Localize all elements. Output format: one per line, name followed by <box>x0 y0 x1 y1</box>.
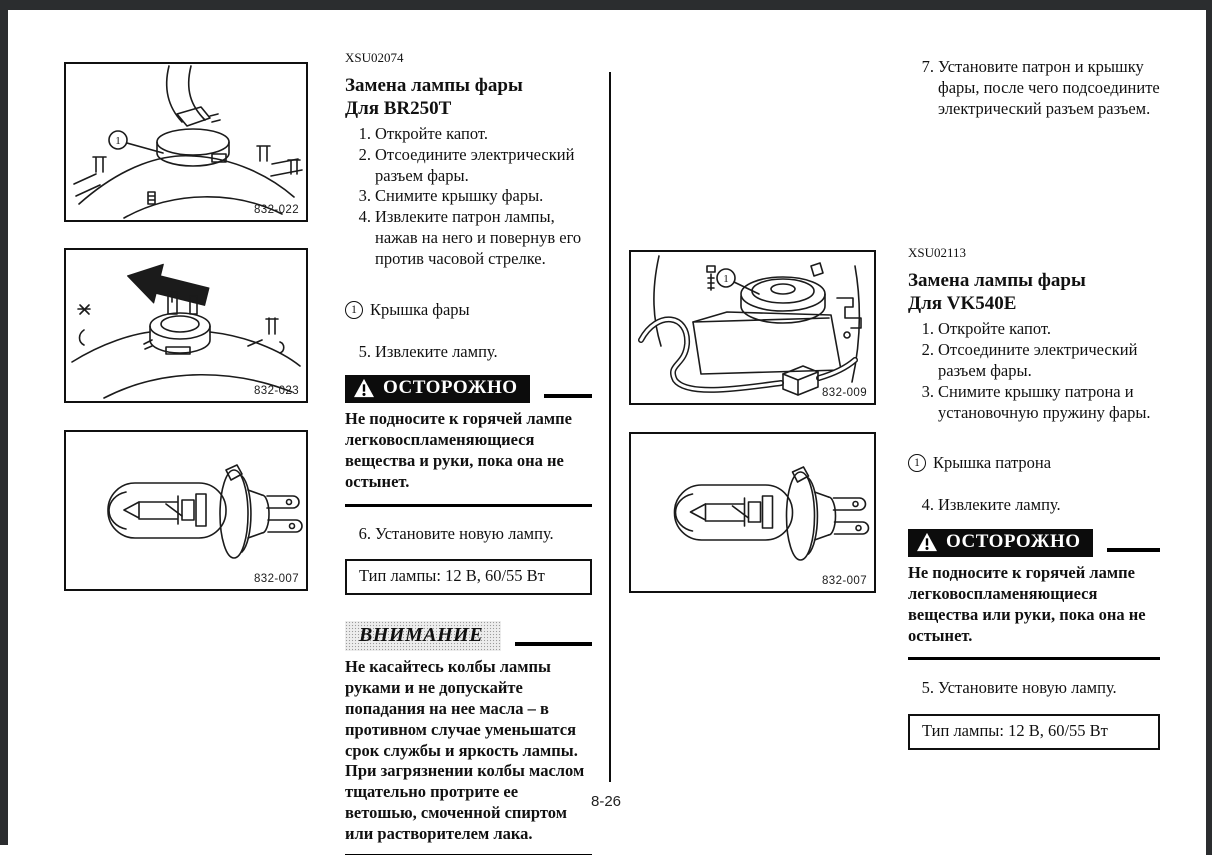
step-item: 7. Установите патрон и крышку фары, после чего подсоедините электрический разъем разъем. <box>921 57 1160 118</box>
warning-header <box>345 375 592 403</box>
figure-number-label: 832-007 <box>821 575 867 587</box>
notice-text: Не касайтесь колбы лампы руками и не допускайте попадания на нее масла – в противном случае уменьшатся срок службы и яркость лампы. При загрязнении колбы маслом тщательно протрите ее ветошью, смоченной спиртом или растворителем лака. <box>345 651 592 855</box>
step-item: 4. Извлеките патрон лампы, нажав на него и повернув его против часовой стрелке. <box>358 207 582 268</box>
scan-border-top <box>0 0 1212 10</box>
figure-halogen-bulb <box>64 430 308 591</box>
figure-number-label: 832-007 <box>253 573 299 585</box>
callout-circle: 1 <box>908 454 926 472</box>
step-item: 1. Откройте капот. <box>921 319 1051 339</box>
notice-header <box>345 621 592 651</box>
callout-label: Крышка патрона <box>933 453 1052 473</box>
warning-rule <box>1107 548 1160 552</box>
warning-rule <box>544 394 592 398</box>
section-subtitle: Для BR250T <box>345 98 452 119</box>
warning-triangle-icon <box>916 532 938 552</box>
warning-badge <box>345 375 530 403</box>
step-item: 5. Извлеките лампу. <box>358 341 498 361</box>
section-title: Замена лампы фары <box>908 270 1086 292</box>
section-title: Замена лампы фары <box>345 75 523 96</box>
figure-number-label: 832-023 <box>253 385 299 397</box>
figure-callout-number: 1 <box>723 273 729 285</box>
right-figure-column <box>629 250 876 593</box>
section-vk540e <box>908 57 1160 750</box>
figure-callout-number: 1 <box>115 135 121 147</box>
warning-text: Не подносите к горячей лампе легковоспламеняющиеся вещества и руки, пока она не остынет. <box>345 403 592 506</box>
warning-triangle-icon <box>353 378 375 398</box>
callout-legend <box>345 300 592 320</box>
figure-halogen-bulb <box>629 432 876 593</box>
headlight-connector-drawing <box>66 64 306 220</box>
section-subtitle: Для VK540E <box>908 293 1017 315</box>
column-divider <box>609 72 611 782</box>
bulb-holder-drawing <box>66 250 306 401</box>
callout-legend <box>908 453 1160 473</box>
callout-circle: 1 <box>345 301 363 319</box>
halogen-bulb-drawing <box>631 434 874 591</box>
halogen-bulb-drawing <box>66 432 306 589</box>
scan-border-left <box>0 0 8 845</box>
warning-title: ОСТОРОЖНО <box>383 377 518 399</box>
step-item: 3. Снимите крышку патрона и установочную пружину фары. <box>921 381 1151 422</box>
notice-badge: ВНИМАНИЕ <box>345 621 501 651</box>
figure-bulb-holder-rotate <box>64 248 308 403</box>
step-item: 3. Снимите крышку фары. <box>358 186 544 206</box>
section-code: XSU02074 <box>345 50 404 65</box>
scan-border-right <box>1206 0 1212 855</box>
figure-headlight-housing <box>629 250 876 405</box>
figure-number-label: 832-009 <box>821 387 867 399</box>
step-item: 2. Отсоедините электрический разъем фары. <box>358 144 575 185</box>
warning-badge <box>908 529 1093 557</box>
lamp-type-box: Тип лампы: 12 В, 60/55 Вт <box>908 714 1160 750</box>
step-list <box>908 319 1160 423</box>
warning-text: Не подносите к горячей лампе легковоспламеняющиеся вещества или руки, пока она не остынет. <box>908 557 1160 660</box>
step-item: 4. Извлеките лампу. <box>921 495 1061 515</box>
step-item: 5. Установите новую лампу. <box>921 678 1117 698</box>
step-item: 1. Откройте капот. <box>358 124 488 143</box>
section-br250t <box>345 50 592 855</box>
lamp-type-box: Тип лампы: 12 В, 60/55 Вт <box>345 559 592 595</box>
step-list <box>345 124 592 270</box>
warning-header <box>908 529 1160 557</box>
callout-label: Крышка фары <box>370 299 470 319</box>
step-item: 2. Отсоедините электрический разъем фары. <box>921 340 1138 380</box>
headlight-housing-drawing <box>631 252 874 403</box>
page-number: 8-26 <box>590 793 622 810</box>
warning-title: ОСТОРОЖНО <box>946 531 1081 553</box>
section-code: XSU02113 <box>908 245 967 261</box>
figure-headlight-connector <box>64 62 308 222</box>
notice-rule <box>515 642 592 646</box>
step-item: 6. Установите новую лампу. <box>358 523 554 543</box>
left-figure-column <box>64 62 308 591</box>
figure-number-label: 832-022 <box>253 204 299 216</box>
